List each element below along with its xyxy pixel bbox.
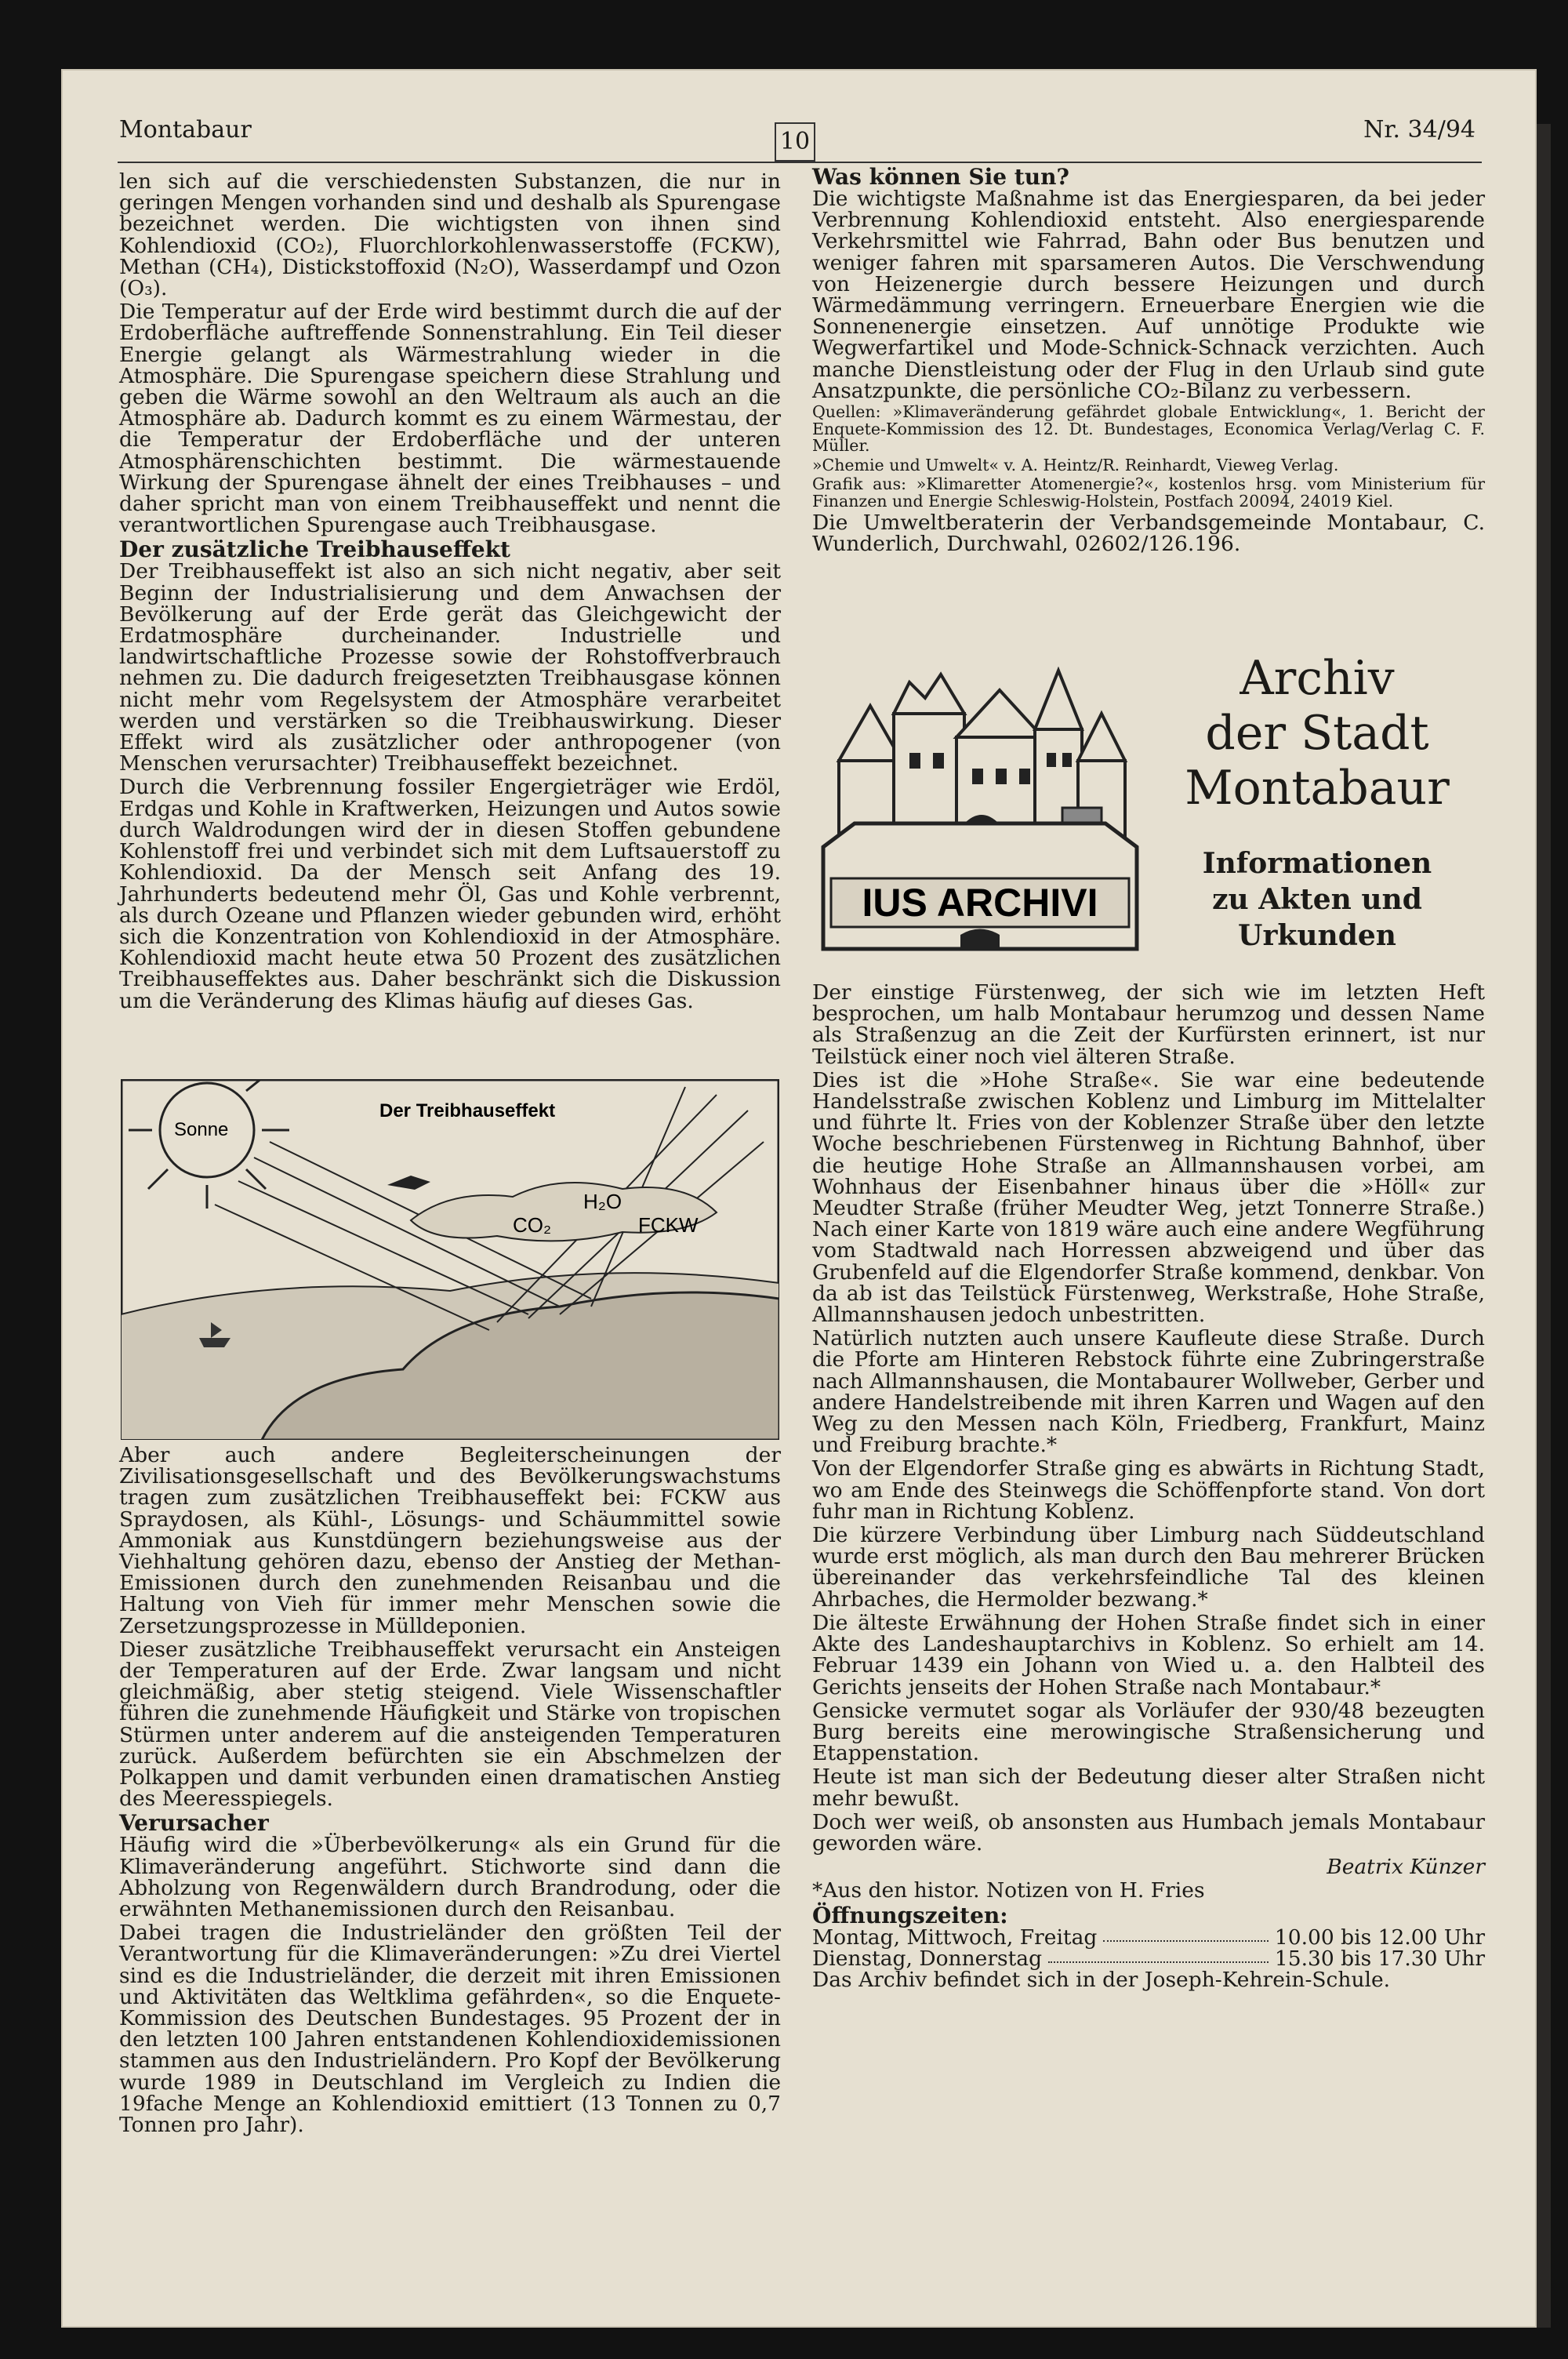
greenhouse-figure xyxy=(121,1079,779,1440)
sun-label: Sonne xyxy=(174,1119,229,1140)
paragraph: Heute ist man sich der Bedeutung dieser alter Straßen nicht mehr bewußt. xyxy=(812,1765,1485,1811)
section-heading: Was können Sie tun? xyxy=(812,164,1069,190)
paragraph: Durch die Verbrennung fossiler Engergieträger wie Erdöl, Erdgas und Kohle in Kraftwerken, Heizungen und Autos sowie durch Waldrodungen wird der in diesen Stoffen gebundene Kohlenstoff frei und verbindet sich mit dem Luftsauerstoff zu Kohlendioxid. Da der Mensch seit Anfang des 19. Jahrhunderts bedeutend mehr Öl, Gas und Kohle verbrennt, als durch Ozeane und Pflanzen wieder gebunden wird, erhöht sich die Konzentration von Kohlendioxid in der Atmosphäre. Kohlendioxid macht heute etwa 50 Prozent des zusätzlichen Treibhauseffektes aus. Daher beschränkt sich die Diskussion um die Veränderung des Klimas häufig auf dieses Gas. xyxy=(119,775,781,1013)
left-column-top xyxy=(119,171,781,1014)
dot-leader xyxy=(1103,1927,1269,1942)
section-heading: Der zusätzliche Treibhauseffekt xyxy=(119,536,510,563)
logo-text: IUS ARCHIVI xyxy=(862,881,1098,925)
paragraph: Von der Elgendorfer Straße ging es abwärts in Richtung Stadt, wo am Ende des Steinwegs die Schöffenpforte stand. Von dort fuhr man in Richtung Koblenz. xyxy=(812,1456,1485,1524)
source-note: »Chemie und Umwelt« v. A. Heintz/R. Reinhardt, Vieweg Verlag. xyxy=(812,455,1339,474)
archive-subtitle-line: Urkunden xyxy=(1238,919,1396,952)
location-note: Das Archiv befindet sich in der Joseph-Kehrein-Schule. xyxy=(812,1967,1391,1992)
page-edge-shadow xyxy=(1537,124,1551,2328)
paragraph: Die älteste Erwähnung der Hohen Straße findet sich in einer Akte des Landeshauptarchivs in Koblenz. So erhielt am 14. Februar 1439 ein Johann von Wied u. a. den Halbteil des Gerichts jenseits der Hohen Straße nach Montabaur.* xyxy=(812,1610,1485,1699)
header-town: Montabaur xyxy=(119,116,252,144)
paragraph: Aber auch andere Begleiterscheinungen der Zivilisationsgesellschaft und des Bevölkerungswachstums tragen zum zusätzlichen Treibhauseffekt bei: FCKW aus Spraydosen, als Kühl-, Lösungs- und Schäummittel sowie Ammoniak aus Kunstdüngern beziehungsweise aus der Viehhaltung gehören dazu, ebenso der Anstieg der Methan-Emissionen durch den zunehmenden Reisanbau und die Haltung von Vieh für immer mehr Menschen sowie die Zersetzungsprozesse in Mülldeponien. xyxy=(119,1443,781,1638)
paragraph: Die kürzere Verbindung über Limburg nach Süddeutschland wurde erst möglich, als man durch den Bau mehrerer Brücken übereinander das verkehrsfeindliche Tal des kleinen Ahrbaches, die Hermolder bezwang.* xyxy=(812,1523,1485,1612)
hours-heading: Öffnungszeiten: xyxy=(812,1902,1008,1928)
hours-time: 15.30 bis 17.30 Uhr xyxy=(1274,1946,1485,1971)
footnote: *Aus den histor. Notizen von H. Fries xyxy=(812,1878,1205,1903)
paragraph: Dieser zusätzliche Treibhauseffekt verursacht ein Ansteigen der Temperaturen auf der Erde. Zwar langsam und nicht gleichmäßig, aber stetig steigend. Viele Wissenschaftler führen die zunehmende Häufigkeit und Stärke von tropischen Stürmen unter anderem auf die ansteigenden Temperaturen zurück. Außerdem befürchten sie ein Abschmelzen der Polkappen und damit verbunden einen dramatischen Anstieg des Meeresspiegels. xyxy=(119,1637,781,1812)
issue-number: Nr. 34/94 xyxy=(1363,116,1475,144)
paragraph: Der Treibhauseffekt ist also an sich nicht negativ, aber seit Beginn der Industrialisierung und dem Anwachsen der Bevölkerung auf der Erde gerät das Gleichgewicht der Erdatmosphäre durcheinander. Industrielle und landwirtschaftliche Prozesse sowie der Rohstoffverbrauch nehmen zu. Die dadurch freigesetzten Treibhausgase können nicht mehr vom Regelsystem der Atmosphäre verarbeitet werden und verstärken so die Treibhauswirkung. Dieser Effekt wird als zusätzlicher oder anthropogener (von Menschen verursachter) Treibhauseffekt bezeichnet. xyxy=(119,559,781,776)
ius-archivi-logo xyxy=(815,667,1145,957)
right-column-bottom xyxy=(812,982,1485,1993)
archive-title-line: Montabaur xyxy=(1185,761,1450,816)
paragraph: Die wichtigste Maßnahme ist das Energiesparen, da bei jeder Verbrennung Kohlendioxid entsteht. Also energiesparende Verkehrsmittel wie Fahrrad, Bahn oder Bus benutzen und weniger fahren mit sparsameren Autos. Die Verschwendung von Heizenergie durch bessere Heizungen und durch Wärmedämmung verringern. Erneuerbare Energien wie die Sonnenenergie einsetzen. Auf unnötige Produkte wie Wegwerfartikel und Mode-Schnick-Schnack verzichten. Auch manche Dienstleistung oder der Flug in den Urlaub sind gute Ansatzpunkte, die persönliche CO₂-Bilanz zu verbessern. xyxy=(812,187,1485,403)
h2o-label: H₂O xyxy=(583,1190,622,1213)
page-number: 10 xyxy=(775,122,815,162)
hours-row xyxy=(812,1927,1485,1948)
hours-row xyxy=(812,1948,1485,1969)
fckw-label: FCKW xyxy=(638,1213,699,1237)
figure-title: Der Treibhauseffekt xyxy=(379,1100,556,1121)
archive-subtitle-line: Informationen xyxy=(1202,847,1432,880)
left-column-bottom xyxy=(119,1445,781,2138)
paragraph: Die Umweltberaterin der Verbandsgemeinde Montabaur, C. Wunderlich, Durchwahl, 02602/126.196. xyxy=(812,511,1485,557)
section-heading: Verursacher xyxy=(119,1810,269,1837)
paragraph: len sich auf die verschiedensten Substanzen, die nur in geringen Mengen vorhanden sind und deshalb als Spurengase bezeichnet werden. Die wichtigsten von ihnen sind Kohlendioxid (CO₂), Fluorchlorkohlenwasserstoffe (FCKW), Methan (CH₄), Distickstoffoxid (N₂O), Wasserdampf und Ozon (O₃). xyxy=(119,169,781,301)
paragraph: Häufig wird die »Überbevölkerung« als ein Grund für die Klimaveränderung angeführt. Stichworte sind dann die Abholzung von Regenwäldern durch Brandrodung, oder die erwähnten Methanemissionen durch den Reisanbau. xyxy=(119,1833,781,1922)
hours-days: Montag, Mittwoch, Freitag xyxy=(812,1925,1098,1950)
paragraph: Die Temperatur auf der Erde wird bestimmt durch die auf der Erdoberfläche auftreffende Sonnenstrahlung. Ein Teil dieser Energie gelangt als Wärmestrahlung wieder in die Atmosphäre. Die Spurengase speichern diese Strahlung und geben die Wärme sowohl an den Weltraum als auch an die Atmosphäre ab. Dadurch kommt es zu einem Wärmestau, der die Temperatur der Erdoberfläche und der unteren Atmosphärenschichten bestimmt. Die wärmestauende Wirkung der Spurengase ähnelt der eines Treibhauses – und daher spricht man von einem Treibhauseffekt und nennt die verantwortlichen Spurengase auch Treibhausgase. xyxy=(119,300,781,538)
co2-label: CO₂ xyxy=(513,1213,552,1237)
archive-title-line: Archiv xyxy=(1240,651,1395,706)
paragraph: Doch wer weiß, ob ansonsten aus Humbach jemals Montabaur geworden wäre. xyxy=(812,1809,1485,1856)
paragraph: Der einstige Fürstenweg, der sich wie im letzten Heft besprochen, um halb Montabaur herumzog und dessen Name als Straßenzug an die Zeit der Kurfürsten erinnert, ist nur Teilstück einer noch viel älteren Straße. xyxy=(812,980,1485,1069)
paragraph: Dabei tragen die Industrieländer den größten Teil der Verantwortung für die Klimaveränderungen: »Zu drei Viertel sind es die Industrieländer, die derzeit mit ihren Emissionen und Aktivitäten das Weltklima gefährden«, so die Enquete-Kommission des Deutschen Bundestages. 95 Prozent der in den letzten 100 Jahren entstandenen Kohlendioxidemissionen stammen aus den Industrieländern. Pro Kopf der Bevölkerung wurde 1989 in Deutschland im Vergleich zu Indien die 19fache Menge an Kohlendioxid emittiert (13 Tonnen zu 0,7 Tonnen pro Jahr). xyxy=(119,1921,781,2138)
source-note: Quellen: »Klimaveränderung gefährdet globale Entwicklung«, 1. Bericht der Enquete-Kommission des 12. Dt. Bundestages, Economica Verlag/Verlag C. F. Müller. xyxy=(812,402,1485,456)
archive-subtitle-line: zu Akten und xyxy=(1212,883,1422,916)
paragraph: Natürlich nutzten auch unsere Kaufleute diese Straße. Durch die Pforte am Hinteren Rebstock führte eine Zubringerstraße nach Allmannshausen, die Montabaurer Wollweber, Gerber und andere Handelstreibende mit ihren Karren und Wagen auf den Weg zu den Messen nach Köln, Friedberg, Frankfurt, Mainz und Freiburg brachte.* xyxy=(812,1326,1485,1458)
paragraph: Gensicke vermutet sogar als Vorläufer der 930/48 bezeugten Burg bereits eine merowingische Straßensicherung und Etappenstation. xyxy=(812,1698,1485,1766)
author: Beatrix Künzer xyxy=(1327,1855,1485,1880)
hours-time: 10.00 bis 12.00 Uhr xyxy=(1274,1925,1485,1950)
source-note: Grafik aus: »Klimaretter Atomenergie?«, kostenlos hrsg. vom Ministerium für Finanzen und Energie Schleswig-Holstein, Postfach 20094, 24019 Kiel. xyxy=(812,474,1485,511)
hours-days: Dienstag, Donnerstag xyxy=(812,1946,1043,1971)
archive-title xyxy=(1160,651,1474,816)
paragraph: Dies ist die »Hohe Straße«. Sie war eine bedeutende Handelsstraße zwischen Koblenz und Limburg im Mittelalter und führte lt. Fries von der Koblenzer Straße über den letzte Woche beschriebenen Fürstenweg in Richtung Bahnhof, über die heutige Hohe Straße an Allmannshausen vorbei, am Wohnhaus der Eisenbahner hinaus über die »Höll« zur Meudter Straße (früher Meudter Weg, jetzt Tonnerre Straße.) Nach einer Karte von 1819 wäre auch eine andere Wegführung vom Stadtwald nach Horressen abzweigend und über das Grubenfeld auf die Elgendorfer Straße kommend, denkbar. Von da ab ist das Teilstück Fürstenweg, Werkstraße, Hohe Straße, Allmannshausen jedoch unbestritten. xyxy=(812,1067,1485,1328)
archive-subtitle xyxy=(1160,845,1474,954)
archive-title-line: der Stadt xyxy=(1205,706,1429,761)
dot-leader xyxy=(1048,1948,1269,1963)
right-column-top xyxy=(812,163,1485,557)
